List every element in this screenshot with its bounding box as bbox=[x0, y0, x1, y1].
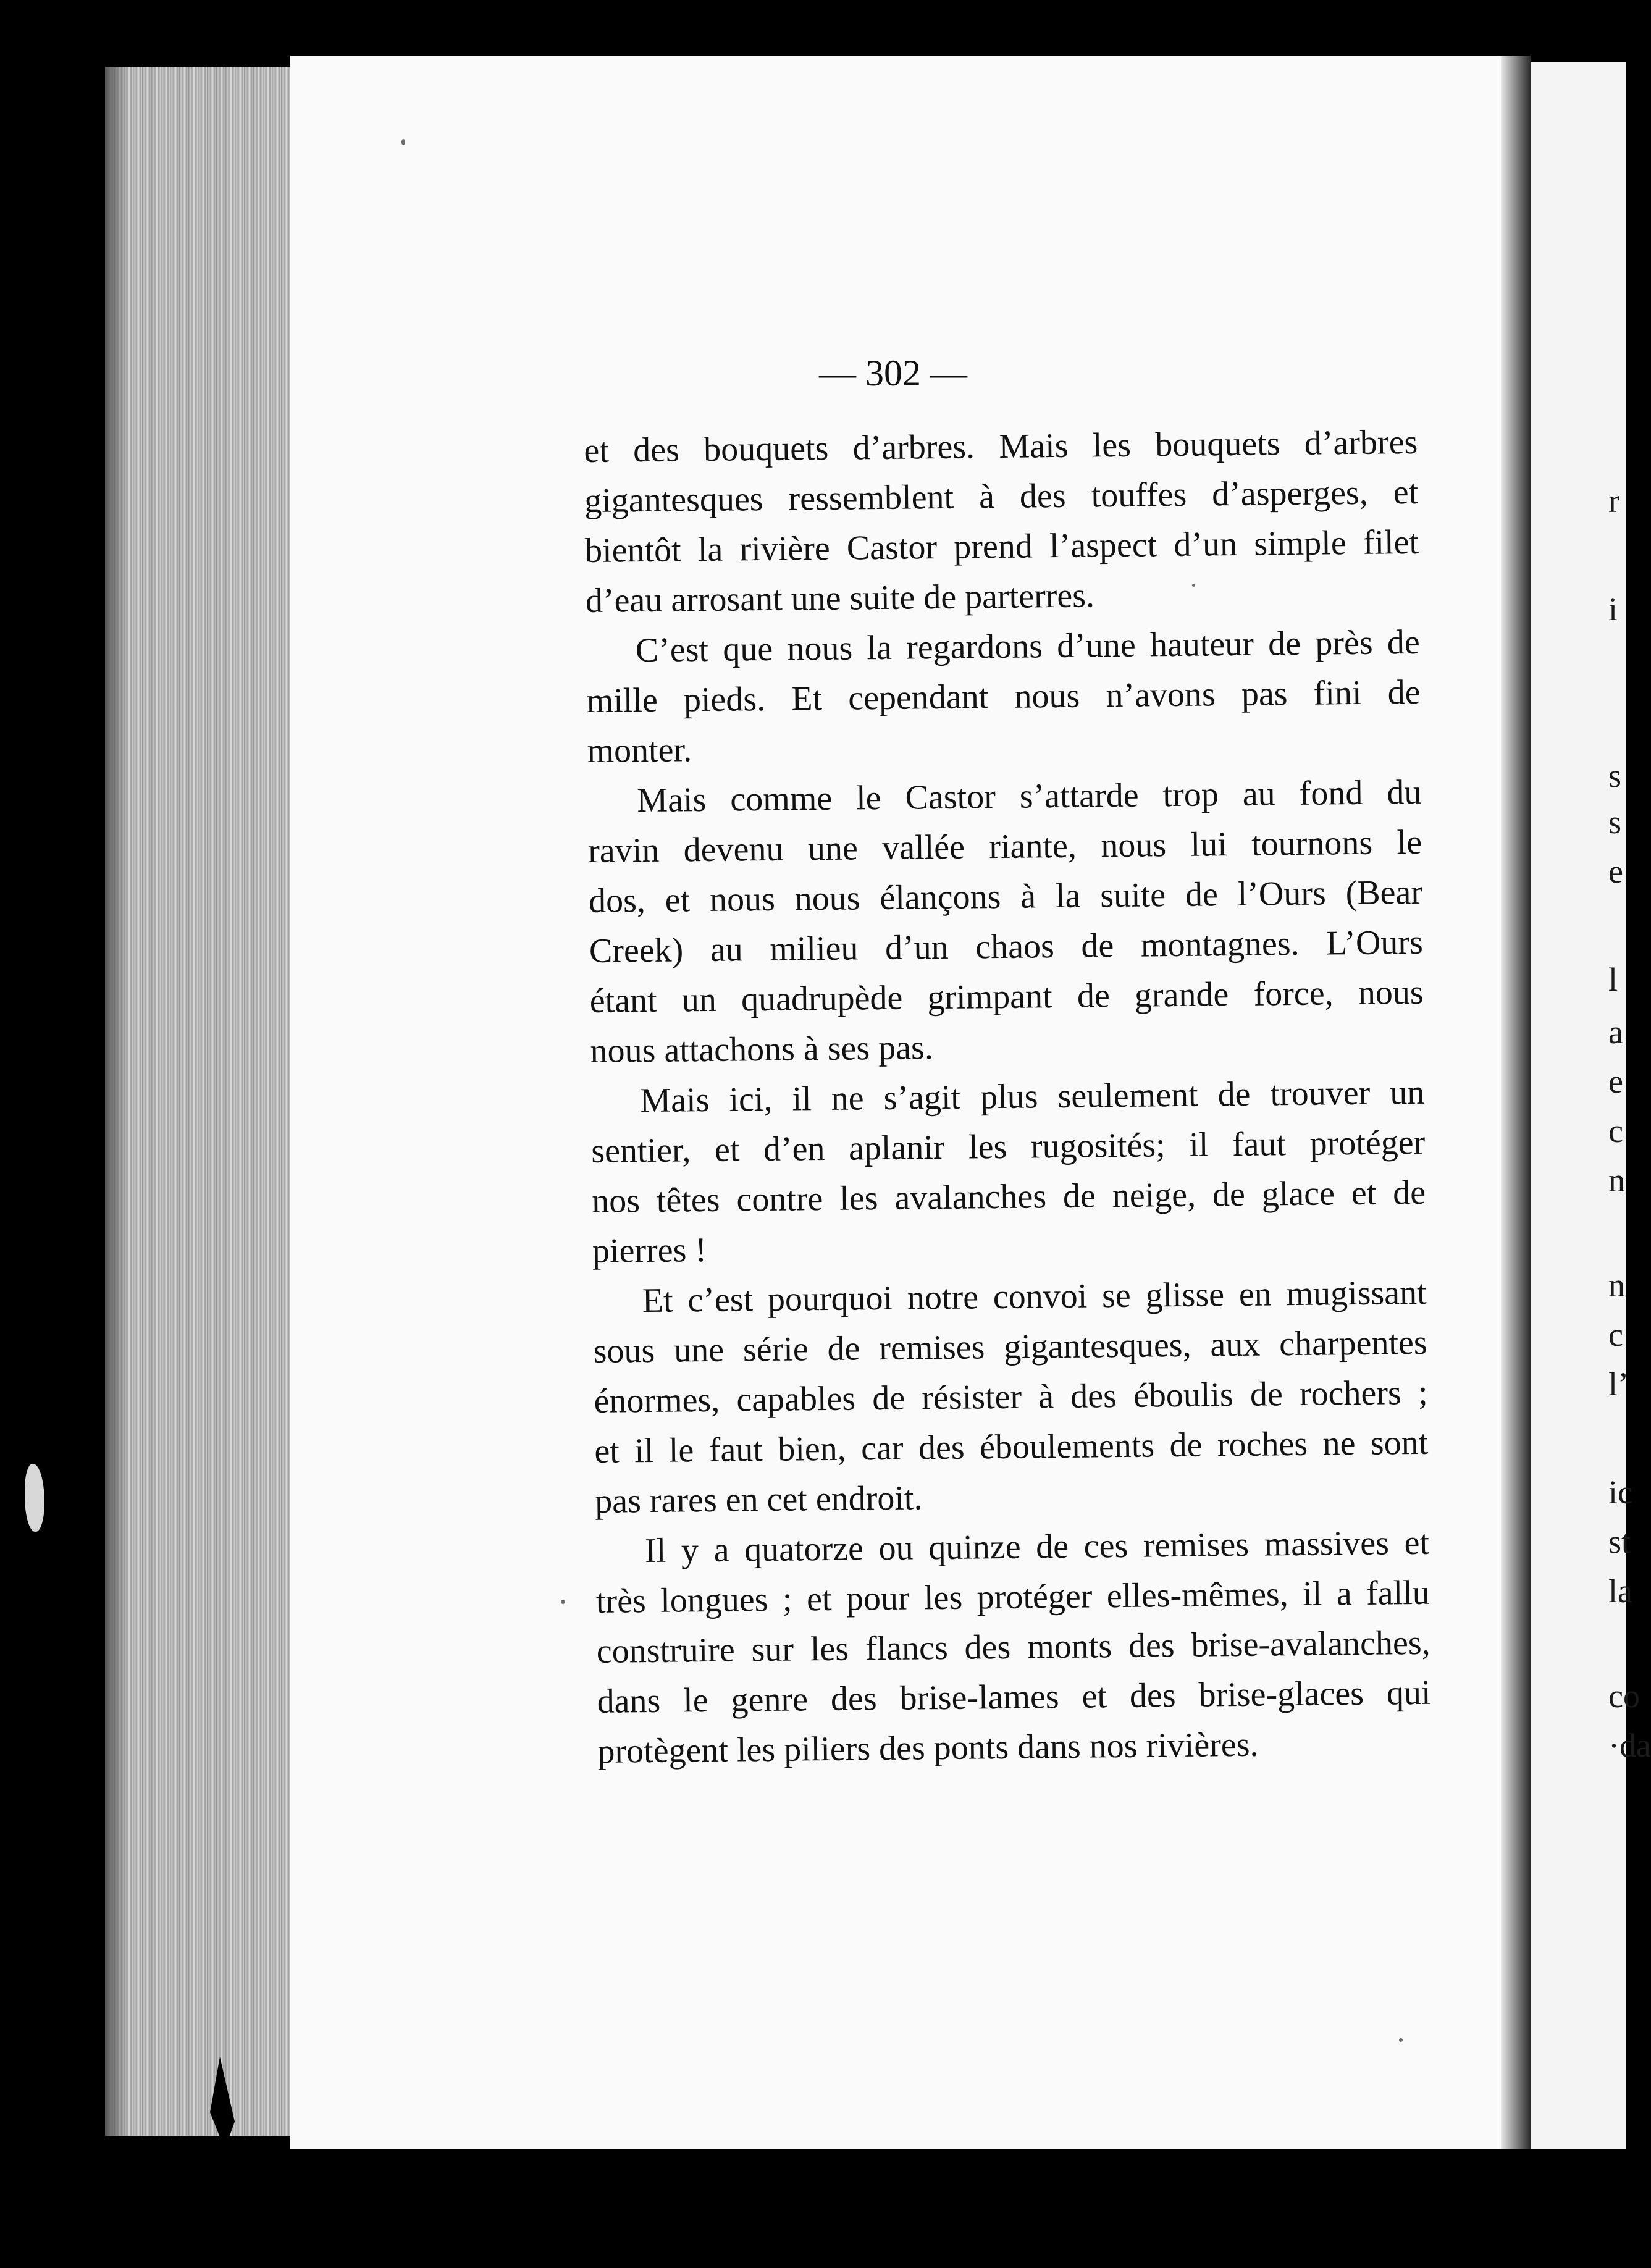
next-page-fragment: i bbox=[1608, 590, 1618, 628]
text-line: mille pieds. Et cependant nous n’avons pas fini de bbox=[586, 673, 1421, 720]
text-line: monter. bbox=[587, 731, 692, 770]
next-page-fragment: n bbox=[1608, 1162, 1625, 1199]
text-line: pas rares en cet endroit. bbox=[594, 1479, 923, 1521]
next-page-fragment: l bbox=[1608, 961, 1618, 998]
next-page-fragment: a bbox=[1608, 1014, 1623, 1051]
text-line: énormes, capables de résister à des éboulis de rochers ; bbox=[594, 1373, 1428, 1421]
next-page-fragment: ·da bbox=[1608, 1727, 1651, 1764]
speck bbox=[1192, 584, 1195, 587]
page-body-text bbox=[584, 418, 1432, 1777]
text-line: pierres ! bbox=[592, 1230, 707, 1270]
text-line: C’est que nous la regardons d’une hauteur de près de bbox=[635, 623, 1421, 670]
next-page-fragment: ic bbox=[1608, 1474, 1632, 1511]
text-line: gigantesques ressemblent à des touffes d’asperges, et bbox=[584, 472, 1419, 520]
text-line: dans le genre des brise-lames et des brise-glaces qui bbox=[597, 1673, 1431, 1721]
edge-mark bbox=[25, 1464, 44, 1532]
text-line: et il le faut bien, car des éboulements de roches ne sont bbox=[594, 1423, 1429, 1471]
text-line: dos, et nous nous élançons à la suite de l’Ours (Bear bbox=[588, 873, 1423, 920]
text-line: nous attachons à ses pas. bbox=[590, 1028, 934, 1070]
text-line: Mais ici, il ne s’agit plus seulement de trouver un bbox=[640, 1073, 1425, 1120]
next-page-fragment: l’ bbox=[1608, 1366, 1629, 1403]
text-line: nos têtes contre les avalanches de neige, de glace et de bbox=[591, 1173, 1426, 1220]
next-page-fragment: la bbox=[1608, 1573, 1632, 1610]
next-page-fragment: r bbox=[1608, 482, 1619, 519]
next-page-fragment: s bbox=[1608, 804, 1622, 841]
speck bbox=[561, 1600, 565, 1604]
next-page-fragment: n bbox=[1608, 1267, 1625, 1304]
text-line: Mais comme le Castor s’attarde trop au fond du bbox=[637, 773, 1422, 820]
next-page-fragment: st bbox=[1608, 1523, 1631, 1560]
text-line: Et c’est pourquoi notre convoi se glisse en mugissant bbox=[642, 1273, 1427, 1321]
speck bbox=[1399, 2038, 1403, 2042]
text-line: bientôt la rivière Castor prend l’aspect d’un simple filet bbox=[584, 523, 1419, 570]
next-page-fragment: e bbox=[1608, 1063, 1623, 1100]
text-line: Creek) au milieu d’un chaos de montagnes. L’Ours bbox=[589, 923, 1424, 970]
text-line: étant un quadrupède grimpant de grande force, nous bbox=[589, 973, 1424, 1020]
text-line: sentier, et d’en aplanir les rugosités; il faut protéger bbox=[590, 1123, 1426, 1170]
text-line: construire sur les flancs des monts des brise-avalanches, bbox=[596, 1623, 1430, 1671]
text-line: d’eau arrosant une suite de parterres. bbox=[585, 576, 1095, 620]
text-line: Il y a quatorze ou quinze de ces remises massives et bbox=[644, 1523, 1430, 1571]
text-line: ravin devenu une vallée riante, nous lui tournons le bbox=[587, 823, 1422, 870]
next-page-fragment: e bbox=[1608, 853, 1623, 890]
text-line: protègent les piliers des ponts dans nos rivières. bbox=[597, 1725, 1259, 1771]
next-page-fragment: s bbox=[1608, 757, 1622, 794]
text-line: sous une série de remises gigantesques, aux charpentes bbox=[593, 1323, 1427, 1371]
speck bbox=[401, 139, 405, 145]
next-page-fragment: c bbox=[1608, 1112, 1623, 1149]
text-line: très longues ; et pour les protéger elles-mêmes, il a fallu bbox=[595, 1573, 1430, 1621]
next-page-fragment: co bbox=[1608, 1678, 1640, 1715]
next-page-fragment: c bbox=[1608, 1316, 1623, 1353]
text-line: et des bouquets d’arbres. Mais les bouquets d’arbres bbox=[584, 422, 1418, 470]
page-number: — 302 — bbox=[819, 353, 967, 393]
